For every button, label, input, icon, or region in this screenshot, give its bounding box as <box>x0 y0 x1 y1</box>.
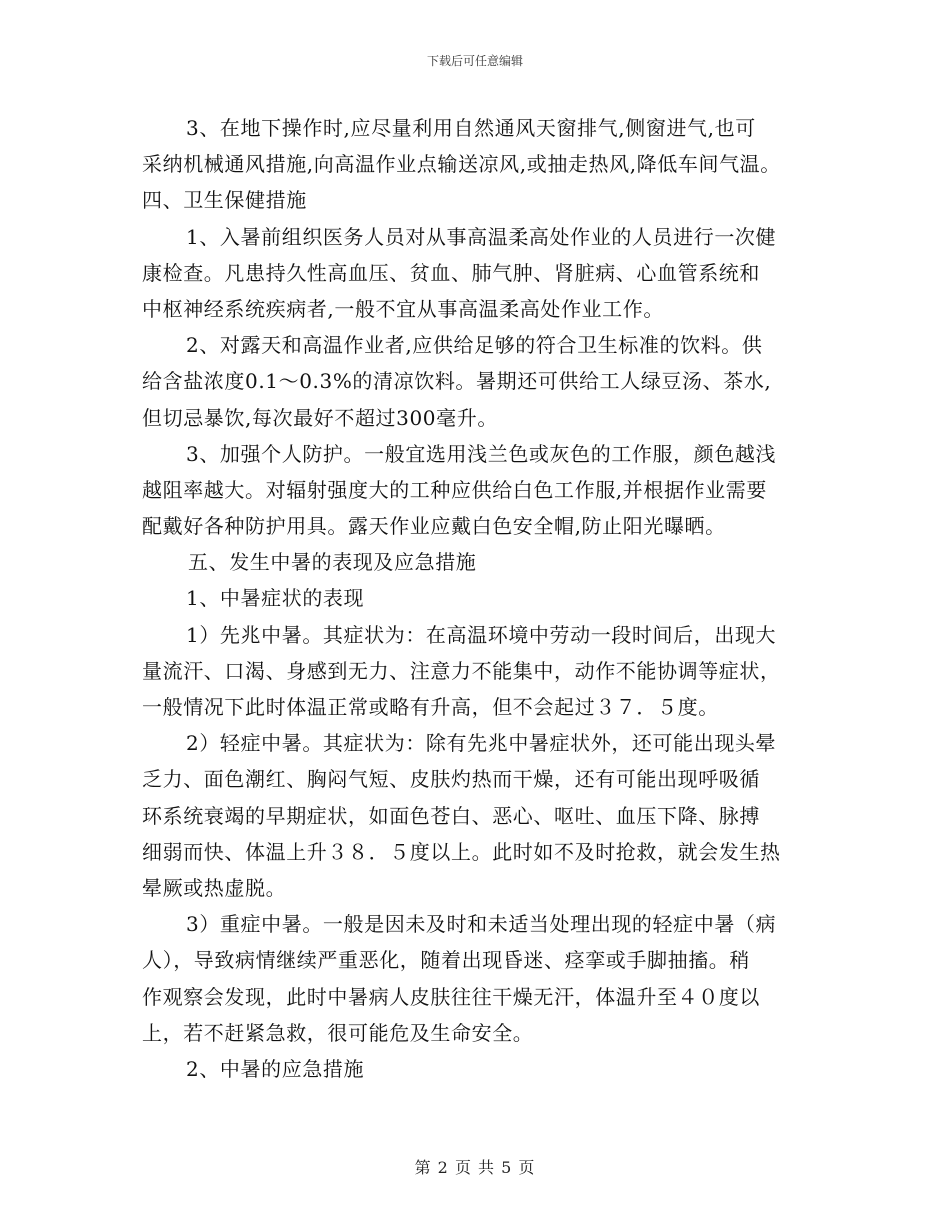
text-line: 给含盐浓度0.1～0.3%的清凉饮料。暑期还可供给工人绿豆汤、茶水, <box>142 369 772 394</box>
text-line: 细弱而快、体温上升３８．５度以上。此时如不及时抢救，就会发生热 <box>142 839 781 864</box>
text-line: 一般情况下此时体温正常或略有升高，但不会起过３７．５度。 <box>142 695 719 719</box>
text-line: 乏力、面色潮红、胸闷气短、皮肤灼热而干燥，还有可能出现呼吸循 <box>142 767 760 792</box>
text-line: 康检查。凡患持久性高血压、贫血、肺气肿、肾脏病、心血管系统和 <box>142 260 760 285</box>
text-line: 采纳机械通风措施,向高温作业点输送凉风,或抽走热风,降低车间气温。 <box>142 152 781 177</box>
text-line: 1）先兆中暑。其症状为：在高温环境中劳动一段时间后，出现大 <box>186 622 777 647</box>
text-line: 人），导致病情继续严重恶化，随着出现昏迷、痉挛或手脚抽搐。稍 <box>142 948 750 973</box>
text-line: 越阻率越大。对辐射强度大的工种应供给白色工作服,并根据作业需要 <box>142 477 767 502</box>
page-header: 下载后可任意编辑 <box>426 54 523 68</box>
text-line: 作观察会发现，此时中暑病人皮肤往往干燥无汗，体温升至４０度以 <box>142 984 760 1009</box>
text-line: 中枢神经系统疾病者,一般不宜从事高温柔高处作业工作。 <box>142 296 664 321</box>
document-body <box>142 110 820 1087</box>
text-line: 上，若不赶紧急救，很可能危及生命安全。 <box>142 1020 534 1045</box>
text-line: 环系统衰竭的早期症状，如面色苍白、恶心、呕吐、血压下降、脉搏 <box>142 803 760 828</box>
text-line: 但切忌暴饮,每次最好不超过300毫升。 <box>142 405 498 430</box>
text-line: 1、入暑前组织医务人员对从事高温柔高处作业的人员进行一次健 <box>186 224 777 249</box>
text-line: 五、发生中暑的表现及应急措施 <box>188 550 477 575</box>
text-line: 2、对露天和高温作业者,应供给足够的符合卫生标准的饮料。供 <box>186 333 763 358</box>
text-line: 晕厥或热虚脱。 <box>142 875 287 900</box>
text-line: 量流汗、口渴、身感到无力、注意力不能集中，动作不能协调等症状， <box>142 658 781 683</box>
text-line: 配戴好各种防护用具。露天作业应戴白色安全帽,防止阳光曝晒。 <box>142 514 726 539</box>
text-line: 2）轻症中暑。其症状为：除有先兆中暑症状外，还可能出现头晕 <box>186 731 777 756</box>
text-line: 四、卫生保健措施 <box>142 188 307 213</box>
text-line: 2、中暑的应急措施 <box>186 1056 365 1081</box>
text-line: 3）重症中暑。一般是因未及时和未适当处理出现的轻症中暑（病 <box>186 912 777 937</box>
page-number: 第 2 页 共 5 页 <box>414 1158 536 1177</box>
text-line: 3、加强个人防护。一般宜选用浅兰色或灰色的工作服，颜色越浅 <box>186 441 777 466</box>
text-line: 3、在地下操作时,应尽量利用自然通风天窗排气,侧窗进气,也可 <box>186 116 756 140</box>
text-line: 1、中暑症状的表现 <box>186 586 365 611</box>
